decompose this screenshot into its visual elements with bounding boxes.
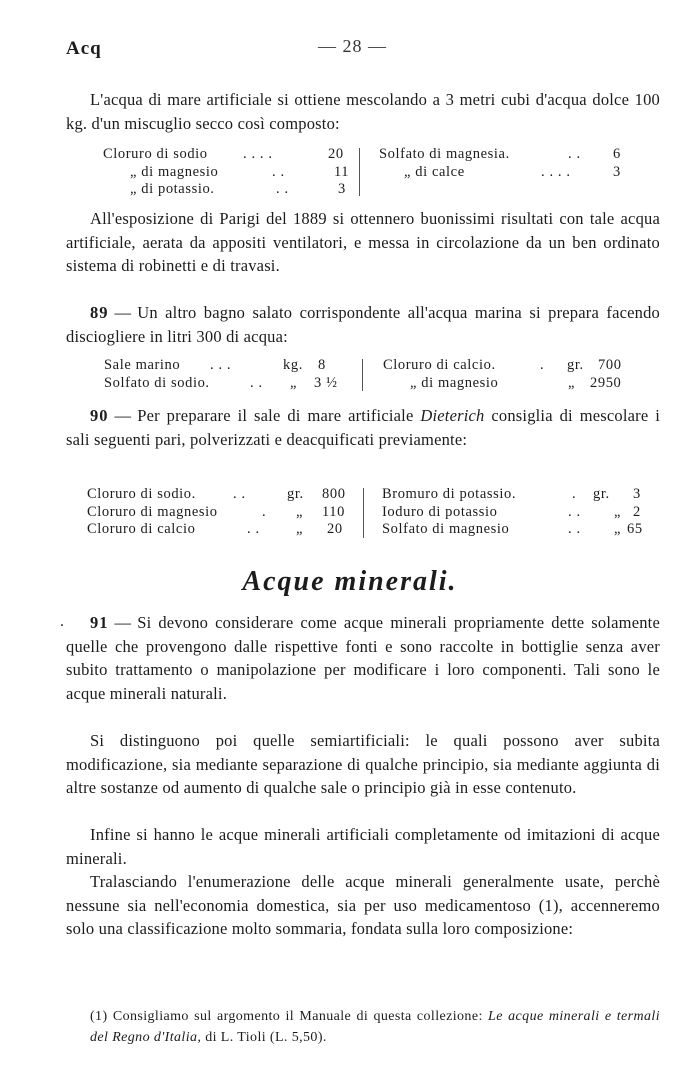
- table-row: Sale marino . . . kg. 8 Cloruro di calcio. . gr. 700: [104, 357, 622, 373]
- table-row: Cloruro di calcio . . „ 20 Solfato di magnesio . . „ 65: [87, 521, 643, 537]
- paragraph-sea-water: L'acqua di mare artificiale si ottiene mescolando a 3 metri cubi d'acqua dolce 100 kg. d'un miscuglio secco così composto:: [66, 90, 660, 133]
- author-name: Dieterich: [420, 406, 485, 425]
- table-row: Cloruro di sodio . . . . 20 Solfato di magnesia. . . 6: [103, 146, 621, 162]
- book-title: Le acque minerali e termali del Regno d'Italia,: [90, 1009, 660, 1045]
- paragraph-semiartificial: Si distinguono poi quelle semiartificiali: le quali possono aver subita modificazione, sia mediante separazione di qualche principio, sia mediante aggiunta di altre sostanze od aumento di qualche sale o principio già in esse contenuto.: [66, 731, 660, 797]
- footnote: (1) Consigliamo sul argomento il Manuale di questa collezione: Le acque minerali e termali del Regno d'Italia, di L. Tioli (L. 5,50).: [90, 1009, 660, 1045]
- paragraph-91: 91 — Si devono considerare come acque minerali propriamente dette solamente quelle che provengono dalle rispettive fonti e sono raccolte in bottiglie senza aver subito trattamento o manipolazione per modificare i loro componenti. Tali sono le acque minerali naturali.: [66, 613, 660, 703]
- margin-dot: .: [60, 613, 64, 630]
- paragraph-number: 89: [90, 303, 109, 322]
- column-divider: [359, 148, 360, 196]
- composition-table-2: [0, 357, 700, 392]
- paragraph-artificial: Infine si hanno le acque minerali artificiali completamente od imitazioni di acque minerali.: [66, 825, 660, 868]
- section-title: Acque minerali.: [242, 566, 458, 597]
- paragraph-89: 89 — Un altro bagno salato corrispondente all'acqua marina si prepara facendo disciogliere in litri 300 di acqua:: [66, 303, 660, 346]
- composition-table-1: [0, 146, 700, 199]
- paragraph-classification: Tralasciando l'enumerazione delle acque minerali generalmente usate, perchè nessune sia nell'economia domestica, sia per uso medicamentoso (1), accenneremo solo una classificazione molto sommaria, fondata sulla loro composizione:: [66, 872, 660, 938]
- table-row: Cloruro di sodio. . . gr. 800 Bromuro di potassio. . gr. 3: [87, 486, 641, 502]
- table-row: Solfato di sodio. . . „ 3 ½ „ di magnesio „ 2950: [104, 374, 622, 391]
- column-divider: [363, 488, 364, 538]
- paragraph-number: 90: [90, 406, 109, 425]
- running-head: Acq: [66, 38, 102, 59]
- footnote-marker: (1): [90, 1009, 108, 1024]
- table-row: Cloruro di magnesio . „ 110 Ioduro di potassio . . „ 2: [87, 503, 641, 520]
- composition-table-3: [0, 486, 700, 539]
- paragraph-number: 91: [90, 613, 109, 632]
- table-row: „ di magnesio . . 11 „ di calce . . . . 3: [130, 163, 621, 180]
- table-row: „ di potassio. . . 3: [130, 181, 346, 197]
- column-divider: [362, 359, 363, 391]
- paragraph-paris-exposition: All'esposizione di Parigi del 1889 si ottennero buonissimi risultati con tale acqua artificiale, aerata da appositi ventilatori, e messa in circolazione da un ben ordinato sistema di robinetti e di travasi.: [66, 209, 660, 275]
- paragraph-90: 90 — Per preparare il sale di mare artificiale Dieterich consiglia di mescolare i sali seguenti pari, polverizzati e deacquificati previamente:: [66, 406, 661, 449]
- page-number: — 28 —: [318, 36, 387, 56]
